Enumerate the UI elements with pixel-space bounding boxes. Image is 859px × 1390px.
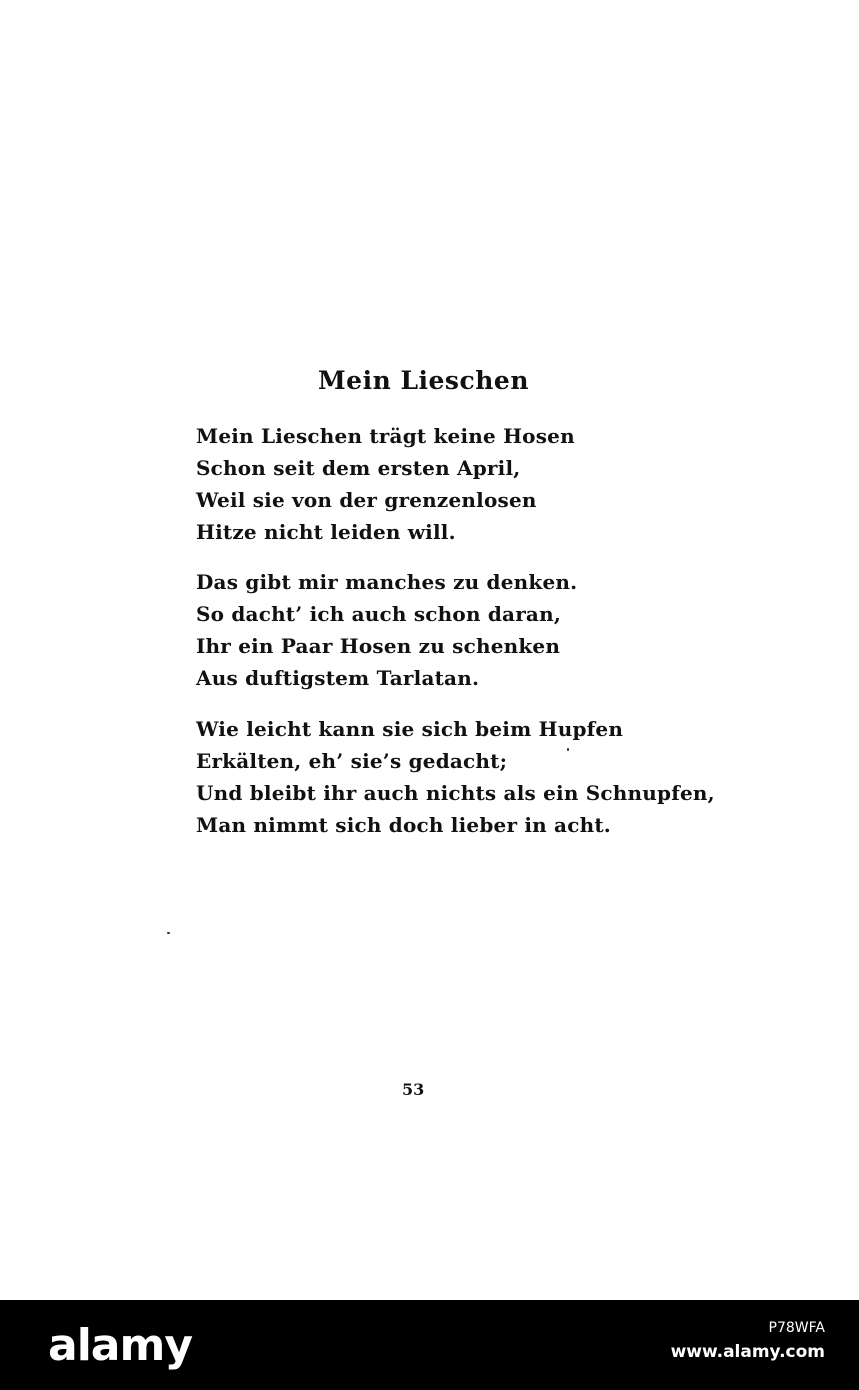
page-number: 53 xyxy=(402,1080,425,1099)
poem-line: Schon seit dem ersten April, xyxy=(196,456,521,480)
poem-line: Man nimmt sich doch lieber in acht. xyxy=(196,813,611,837)
print-speck xyxy=(167,932,170,934)
watermark-info xyxy=(671,1318,825,1366)
poem-line: Und bleibt ihr auch nichts als ein Schnupfen, xyxy=(196,781,715,805)
watermark-site: www.alamy.com xyxy=(670,1342,825,1362)
poem-line: So dacht’ ich auch schon daran, xyxy=(196,602,561,626)
poem-title: Mein Lieschen xyxy=(318,366,529,395)
poem-line: Das gibt mir manches zu denken. xyxy=(196,570,578,594)
poem-line: Weil sie von der grenzenlosen xyxy=(196,488,537,512)
watermark-bar xyxy=(0,1300,859,1390)
poem-line: Aus duftigstem Tarlatan. xyxy=(196,666,480,690)
stanza-3 xyxy=(196,713,715,841)
stanza-2 xyxy=(196,566,577,694)
poem-line: Ihr ein Paar Hosen zu schenken xyxy=(196,634,561,658)
poem-line: Erkälten, eh’ sie’s gedacht; xyxy=(196,749,508,773)
poem-line: Hitze nicht leiden will. xyxy=(196,520,456,544)
poem-line: Wie leicht kann sie sich beim Hupfen xyxy=(196,717,624,741)
poem-line: Mein Lieschen trägt keine Hosen xyxy=(196,424,575,448)
watermark-logo: alamy xyxy=(48,1319,192,1371)
stanza-1 xyxy=(196,420,575,548)
print-speck xyxy=(567,748,569,751)
watermark-image-id: P78WFA xyxy=(768,1320,825,1336)
